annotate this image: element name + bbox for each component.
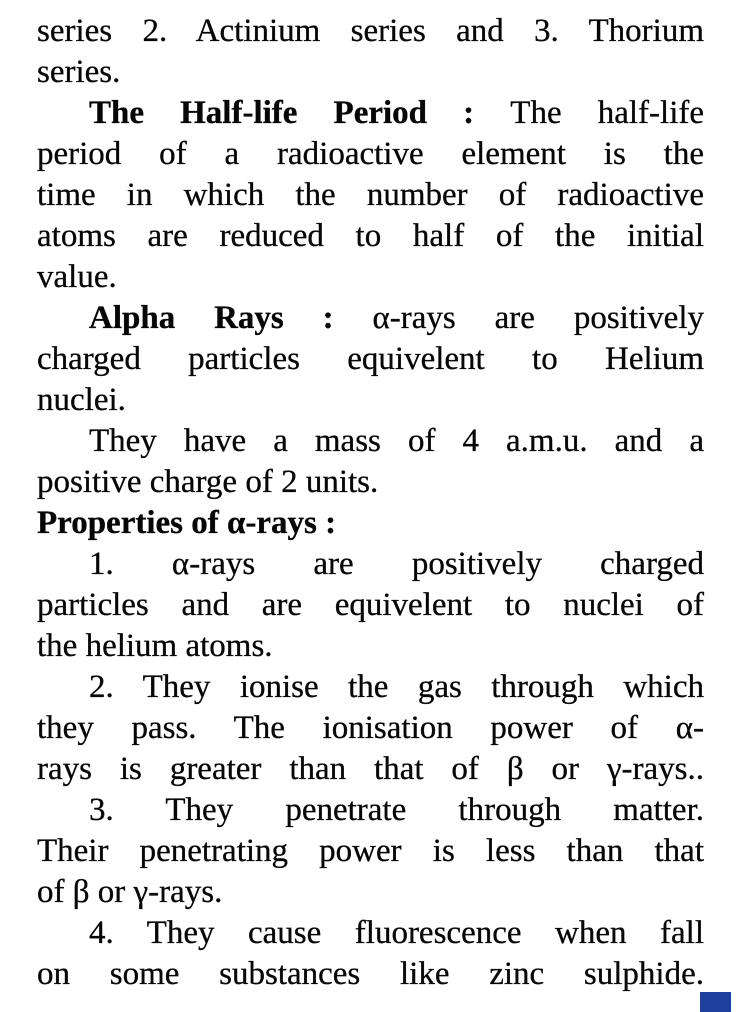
text-line — [37, 585, 704, 626]
text-run: of β or γ-rays. — [37, 874, 223, 910]
text-line — [37, 872, 704, 913]
bold-text-run: Properties of α-rays : — [37, 505, 337, 541]
text-line — [37, 380, 704, 421]
text-line — [37, 257, 704, 298]
text-line — [37, 831, 704, 872]
text-line — [37, 52, 704, 93]
text-run: they pass. The ionisation power of α- — [37, 710, 704, 746]
page-text-block — [37, 11, 704, 995]
text-run: 3. They penetrate through matter. — [89, 792, 704, 828]
text-run: series. — [37, 54, 121, 90]
text-run: series 2. Actinium series and 3. Thorium — [37, 13, 704, 49]
text-line — [37, 626, 704, 667]
text-run: 2. They ionise the gas through which — [89, 669, 704, 705]
text-run: Their penetrating power is less than that — [37, 833, 704, 869]
text-line — [37, 790, 704, 831]
text-line — [37, 913, 704, 954]
text-run: The half-life — [510, 95, 704, 131]
text-line — [37, 93, 704, 134]
text-run: atoms are reduced to half of the initial — [37, 218, 704, 254]
text-line — [37, 175, 704, 216]
bold-text-run: The Half-life Period : — [89, 95, 511, 131]
text-run: charged particles equivelent to Helium — [37, 341, 704, 377]
text-run: particles and are equivelent to nuclei of — [37, 587, 704, 623]
text-line — [37, 544, 704, 585]
text-run: They have a mass of 4 a.m.u. and a — [89, 423, 704, 459]
text-run: rays is greater than that of β or γ-rays.. — [37, 751, 704, 787]
text-line — [37, 667, 704, 708]
text-run: on some substances like zinc sulphide. — [37, 956, 704, 992]
text-line — [37, 421, 704, 462]
text-run: nuclei. — [37, 382, 126, 418]
text-line — [37, 298, 704, 339]
text-line — [37, 954, 704, 995]
text-line — [37, 216, 704, 257]
text-line — [37, 749, 704, 790]
text-run: the helium atoms. — [37, 628, 273, 664]
text-run: time in which the number of radioactive — [37, 177, 704, 213]
text-run: period of a radioactive element is the — [37, 136, 704, 172]
text-run: 1. α-rays are positively charged — [89, 546, 704, 582]
text-run: value. — [37, 259, 117, 295]
text-line — [37, 339, 704, 380]
text-line — [37, 503, 704, 544]
text-run: positive charge of 2 units. — [37, 464, 379, 500]
corner-marker — [700, 992, 731, 1012]
text-run: α-rays are positively — [372, 300, 704, 336]
text-line — [37, 462, 704, 503]
text-line — [37, 11, 704, 52]
bold-text-run: Alpha Rays : — [89, 300, 373, 336]
text-run: 4. They cause fluorescence when fall — [89, 915, 704, 951]
text-line — [37, 134, 704, 175]
text-line — [37, 708, 704, 749]
